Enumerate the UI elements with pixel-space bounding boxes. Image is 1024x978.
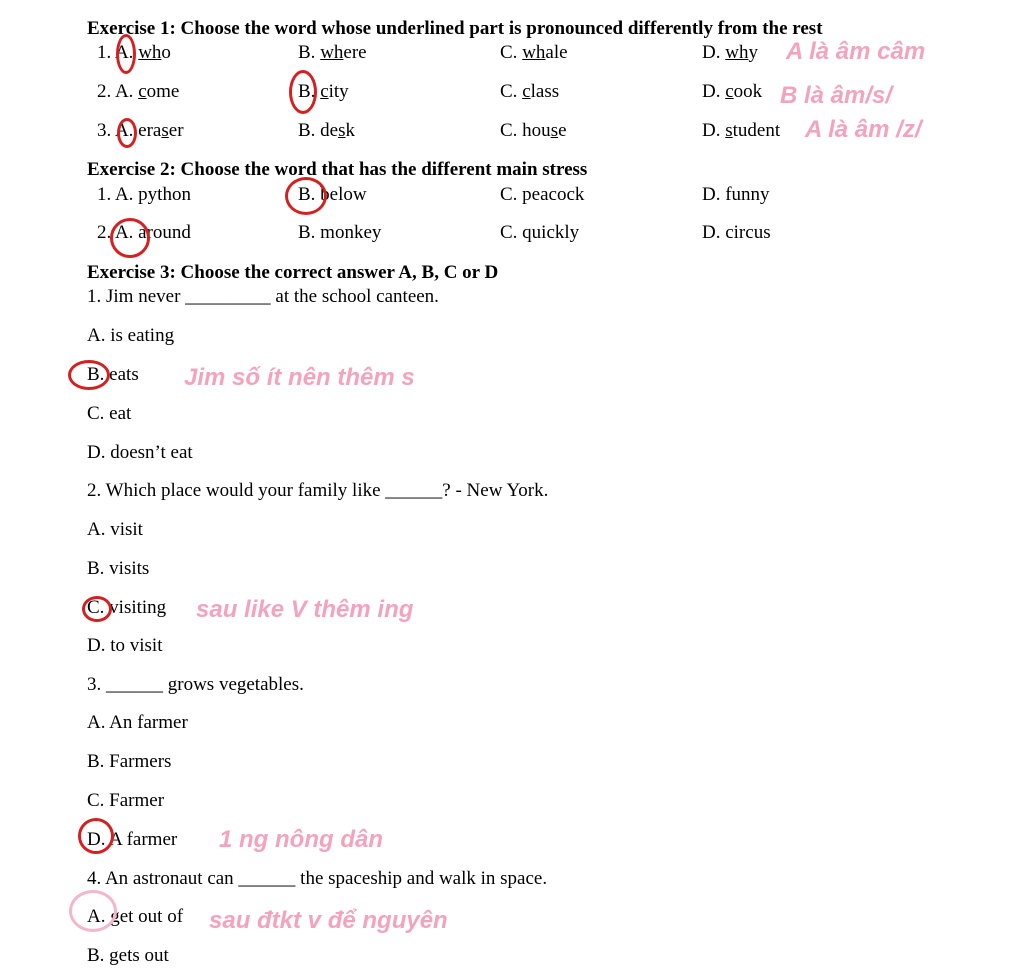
ex3-q3-annotation: 1 ng nông dân xyxy=(219,826,383,853)
ex3-q4-option-b: B. gets out xyxy=(87,945,169,966)
ex3-q3-stem: 3. ______ grows vegetables. xyxy=(87,674,304,695)
exercise-1-heading: Exercise 1: Choose the word whose underlined part is pronounced differently from the rest xyxy=(87,18,823,39)
ex1-q2-option-d: D. cook xyxy=(702,81,763,102)
answer-circle-ex3-q1 xyxy=(68,360,110,390)
ex1-q2-annotation: B là âm/s/ xyxy=(780,82,893,109)
ex1-q2-option-c: C. class xyxy=(500,81,560,102)
ex3-q1-annotation: Jim số ít nên thêm s xyxy=(184,364,415,391)
ex2-q2-option-c: C. quickly xyxy=(500,222,580,243)
answer-circle-ex1-q1 xyxy=(116,34,136,74)
ex3-q4-option-a: A. get out of xyxy=(87,906,184,927)
ex1-q1-option-d: D. why xyxy=(702,42,758,63)
ex3-q3-option-a: A. An farmer xyxy=(87,712,188,733)
ex2-q1-option-b: B. below xyxy=(298,184,367,205)
ex1-q3-option-a: 3. A. eraser xyxy=(97,120,184,141)
ex3-q1-option-d: D. doesn’t eat xyxy=(87,442,193,463)
ex1-q3-option-d: D. student xyxy=(702,120,781,141)
exercise-2-heading: Exercise 2: Choose the word that has the different main stress xyxy=(87,159,588,180)
ex3-q3-option-d: D. A farmer xyxy=(87,829,178,850)
ex1-q3-option-c: C. house xyxy=(500,120,567,141)
ex3-q3-option-c: C. Farmer xyxy=(87,790,165,811)
answer-circle-ex3-q4 xyxy=(69,890,117,932)
ex1-q2-option-a: 2. A. come xyxy=(97,81,180,102)
ex3-q2-option-a: A. visit xyxy=(87,519,143,540)
ex1-q3-option-b: B. desk xyxy=(298,120,356,141)
ex1-q1-option-b: B. where xyxy=(298,42,367,63)
ex3-q2-option-b: B. visits xyxy=(87,558,150,579)
ex1-q1-annotation: A là âm câm xyxy=(786,38,926,65)
ex3-q1-option-b: B. eats xyxy=(87,364,139,385)
ex1-q2-option-b: B. city xyxy=(298,81,349,102)
ex3-q1-stem: 1. Jim never _________ at the school canteen. xyxy=(87,286,439,307)
ex3-q4-stem: 4. An astronaut can ______ the spaceship and walk in space. xyxy=(87,868,548,889)
ex3-q2-option-c: C. visiting xyxy=(87,597,167,618)
ex3-q2-annotation: sau like V thêm ing xyxy=(196,596,414,623)
ex3-q4-annotation: sau đtkt v để nguyên xyxy=(209,907,448,934)
answer-circle-ex3-q3 xyxy=(78,818,114,854)
ex1-q3-annotation: A là âm /z/ xyxy=(805,116,922,143)
ex2-q1-option-a: 1. A. python xyxy=(97,184,191,205)
ex3-q2-option-d: D. to visit xyxy=(87,635,163,656)
ex2-q2-option-a: 2. A. around xyxy=(97,222,191,243)
exercise-3-heading: Exercise 3: Choose the correct answer A, B, C or D xyxy=(87,262,499,283)
ex3-q2-stem: 2. Which place would your family like ______? - New York. xyxy=(87,480,549,501)
answer-circle-ex3-q2 xyxy=(82,596,112,622)
ex3-q1-option-c: C. eat xyxy=(87,403,132,424)
ex1-q1-option-a: 1. A. who xyxy=(97,42,171,63)
ex2-q2-option-d: D. circus xyxy=(702,222,771,243)
ex3-q3-option-b: B. Farmers xyxy=(87,751,172,772)
answer-circle-ex2-q1 xyxy=(285,177,327,215)
ex2-q2-option-b: B. monkey xyxy=(298,222,382,243)
ex1-q1-option-c: C. whale xyxy=(500,42,568,63)
ex3-q1-option-a: A. is eating xyxy=(87,325,175,346)
answer-circle-ex1-q3 xyxy=(117,118,137,148)
answer-circle-ex1-q2 xyxy=(289,70,317,114)
ex2-q1-option-d: D. funny xyxy=(702,184,770,205)
ex2-q1-option-c: C. peacock xyxy=(500,184,585,205)
answer-circle-ex2-q2 xyxy=(110,218,150,258)
